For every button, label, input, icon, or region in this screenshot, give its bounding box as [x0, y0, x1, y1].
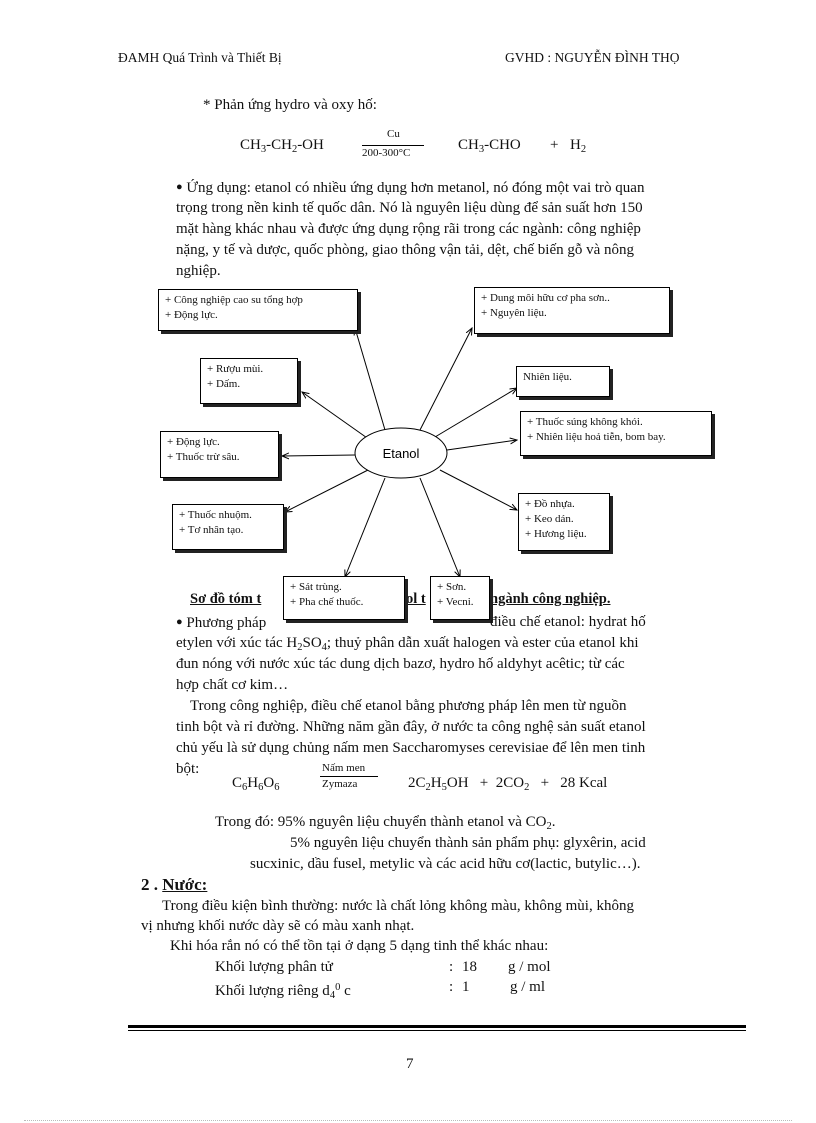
- methods-para2-line-2: tinh bột và rỉ đường. Những năm gần đây, ở nước ta công nghệ sản suất etanol: [176, 719, 646, 735]
- methods-line-2: etylen với xúc tác $H_2SO_4$; thuỷ phân dẫn xuất halogen và ester của etanol khi: [176, 635, 639, 653]
- prop-molecular-weight-colon: :: [449, 959, 454, 975]
- section2-para-line-3: Khi hóa rắn nó có thể tồn tại ở dạng 5 dạng tinh thể khác nhau:: [170, 938, 549, 954]
- arrow-b2: [420, 328, 472, 430]
- notes-line-3: sucxinic, dầu fusel, metylic và các acid hữu cơ(lactic, butylic…).: [250, 856, 641, 872]
- methods-para2-line-3: chủ yếu là sử dụng chủng nấm men Saccharomyses cerevisiae để lên men tinh: [176, 740, 646, 756]
- diagram-center-label: Etanol: [382, 446, 420, 461]
- section2-para-line-1: Trong điều kiện bình thường: nước là chất lỏng không màu, không mùi, không: [162, 898, 634, 914]
- box-rubber-industry: + Công nghiệp cao su tổng hợp + Động lực.: [158, 289, 358, 331]
- reaction1-reactant: $CH_3-CH_2-OH$: [240, 137, 324, 155]
- prop-density-value: 1: [462, 979, 470, 995]
- diagram-caption-mid: ol t: [406, 591, 426, 607]
- application-line-1: ● Ứng dụng: etanol có nhiều ứng dụng hơn metanol, nó đóng một vai trò quan: [176, 180, 645, 196]
- reaction1-plus: +: [550, 137, 559, 153]
- diagram-caption-right: ngành công nghiệp.: [490, 591, 611, 607]
- section2-para-line-2: vị nhưng khối nước dày sẽ có màu xanh nhạt.: [141, 918, 415, 934]
- arrow-b4: [430, 388, 517, 440]
- arrow-b8: [285, 470, 368, 512]
- arrow-b5: [447, 440, 517, 450]
- prop-molecular-weight-value: 18: [462, 959, 477, 975]
- methods-para2-line-1: Trong công nghiệp, điều chế etanol bằng phương pháp lên men từ nguồn: [190, 698, 627, 714]
- header-right: GVHD : NGUYỄN ĐÌNH THỌ: [505, 50, 680, 65]
- methods-line-1b: điều chế etanol: hydrat hố: [490, 614, 646, 630]
- reaction1-condition: 200-300°C: [362, 147, 411, 159]
- prop-density-label: Khối lượng riêng $d_4^0$ c: [215, 982, 351, 1001]
- application-line-3: mặt hàng khác nhau và được ứng dụng rộng rãi trong các ngành: công nghiệp: [176, 221, 641, 237]
- box-solvents: + Dung môi hữu cơ pha sơn.. + Nguyên liệu.: [474, 287, 670, 334]
- methods-line-3: đun nóng với nước xúc tác dung dịch bazơ, hydro hố aldyhyt acêtic; từ các: [176, 656, 625, 672]
- page-bottom-dotted-line: [24, 1120, 792, 1121]
- box-antiseptic: + Sát trùng. + Pha chế thuốc.: [283, 576, 405, 620]
- reaction2-arrow: [320, 776, 378, 777]
- box-dyes: + Thuốc nhuộm. + Tơ nhân tạo.: [172, 504, 284, 550]
- notes-line-2: 5% nguyên liệu chuyển thành sản phẩm phụ: glyxêrin, acid: [290, 835, 646, 851]
- arrow-b6: [282, 455, 355, 456]
- application-line-2: trọng trong nền kinh tế quốc dân. Nó là nguyên liệu dùng để sản suất hơn 150: [176, 200, 643, 216]
- reaction1-product2: $H_2$: [570, 137, 587, 155]
- prop-density-unit: g / ml: [510, 979, 546, 995]
- methods-line-4: hợp chất cơ kim…: [176, 677, 289, 693]
- reaction1-product1: $CH_3$-CHO: [458, 137, 521, 155]
- footer-rule-thick: [128, 1025, 746, 1028]
- application-line-5: nghiệp.: [176, 263, 221, 279]
- notes-line-1: Trong đó: 95% nguyên liệu chuyển thành etanol và $CO_2$.: [215, 814, 556, 832]
- box-pesticide: + Động lực. + Thuốc trừ sâu.: [160, 431, 279, 478]
- arrow-b3: [302, 392, 370, 440]
- reaction2-catalyst-top: Nấm men: [322, 762, 366, 774]
- methods-para2-line-4: bột:: [176, 761, 200, 777]
- reaction2-catalyst-bottom: Zymaza: [322, 778, 358, 790]
- arrow-b1: [355, 328, 385, 430]
- prop-molecular-weight-unit: g / mol: [508, 959, 551, 975]
- header-left: ĐAMH Quá Trình và Thiết Bị: [118, 50, 282, 65]
- prop-density-colon: :: [449, 979, 454, 995]
- arrow-b9: [345, 478, 385, 577]
- box-liquor: + Rượu mùi. + Dấm.: [200, 358, 298, 404]
- arrow-b7: [440, 470, 517, 510]
- prop-molecular-weight-label: Khối lượng phân tử: [215, 959, 333, 975]
- box-gunpowder: + Thuốc súng không khói. + Nhiên liệu hoả tiễn, bom bay.: [520, 411, 712, 456]
- box-plastics: + Đồ nhựa. + Keo dán. + Hương liệu.: [518, 493, 610, 551]
- box-fuel: Nhiên liệu.: [516, 366, 610, 397]
- section2-heading: 2 . Nước:: [141, 875, 208, 894]
- application-line-4: nặng, y tế và dược, quốc phòng, giao thông vận tải, dệt, chế biến gỗ và nông: [176, 242, 635, 258]
- reaction2-reactant: $C_6H_6O_6$: [232, 775, 280, 793]
- box-paint: + Sơn. + Vecni.: [430, 576, 490, 620]
- footer-rule-thin: [128, 1030, 746, 1031]
- page-number: 7: [406, 1056, 414, 1072]
- diagram-caption-left: Sơ đồ tóm t: [190, 591, 262, 607]
- reaction1-catalyst: Cu: [387, 128, 400, 140]
- reaction2-products: $2C_2H_5OH + 2CO_2 + 28$ Kcal: [408, 775, 608, 793]
- methods-line-1: ● Phương pháp: [176, 615, 267, 631]
- reaction1-title: * Phản ứng hydro và oxy hố:: [203, 97, 377, 113]
- arrow-b10: [420, 478, 460, 577]
